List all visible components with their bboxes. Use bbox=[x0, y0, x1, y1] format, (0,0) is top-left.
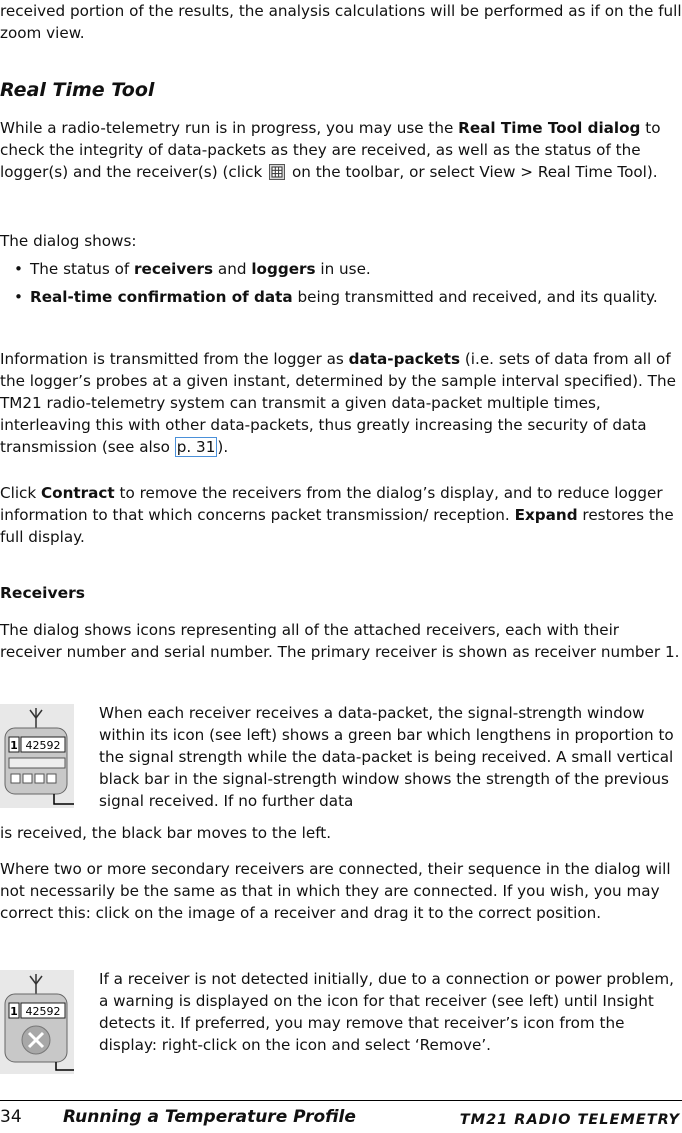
page-number: 34 bbox=[0, 1107, 22, 1127]
receiver-signal-icon bbox=[0, 700, 76, 810]
receiver-number-label: 1 bbox=[10, 739, 18, 752]
product-name: TM21 RADIO TELEMETRY bbox=[459, 1112, 680, 1128]
real-time-tool-icon bbox=[269, 164, 285, 180]
realtime-paragraph-1: While a radio-telemetry run is in progress, you may use the Real Time Tool dialog to check the integrity of data-packets as they are received, as well as the status of the logger(s) and the receiver(s) (click on the toolbar, or select View > Real Time Tool). bbox=[0, 119, 661, 181]
receivers-paragraph-1: The dialog shows icons representing all of the attached receivers, each with their receiver number and serial number. The primary receiver is shown as receiver number 1. bbox=[0, 621, 680, 661]
bullet-icon: • bbox=[14, 260, 23, 278]
realtime-bullet-list bbox=[12, 258, 680, 308]
chapter-title: Running a Temperature Profile bbox=[63, 1107, 356, 1127]
footer-rule bbox=[0, 1100, 682, 1101]
receivers-paragraph-2: When each receiver receives a data-packet, the signal-strength window within its icon (see left) shows a green bar which lengthens in proportion to the signal strength while the data-packet is being received. A small vertical black bar in the signal-strength window shows the strength of the previous signal received. If no further data bbox=[99, 704, 674, 810]
heading-receivers: Receivers bbox=[0, 584, 85, 602]
realtime-paragraph-4: Click Contract to remove the receivers from the dialog’s display, and to reduce logger information to that which concerns packet transmission/ reception. Expand restores the full display. bbox=[0, 484, 674, 546]
receivers-paragraph-4: If a receiver is not detected initially, due to a connection or power problem, a warning is displayed on the icon for that receiver (see left) until Insight detects it. If preferred, you may remove that receiver’s icon from the display: right-click on the icon and select ‘Remove’. bbox=[99, 970, 675, 1054]
receivers-paragraph-3: Where two or more secondary receivers are connected, their sequence in the dialog will not necessarily be the same as that in which they are connected. If you wish, you may correct this: click on the image of a receiver and drag it to the correct position. bbox=[0, 860, 671, 922]
list-item: • Real-time confirmation of data being transmitted and received, and its quality. bbox=[14, 288, 658, 306]
receiver-serial-label: 42592 bbox=[25, 739, 61, 752]
list-item: • The status of receivers and loggers in use. bbox=[14, 260, 371, 278]
receivers-paragraph-2-end: is received, the black bar moves to the left. bbox=[0, 824, 332, 842]
intro-paragraph: received portion of the results, the analysis calculations will be performed as if on the full zoom view. bbox=[0, 2, 682, 42]
realtime-paragraph-3: Information is transmitted from the logger as data-packets (i.e. sets of data from all of the logger’s probes at a given instant, determined by the sample interval specified). The TM21 radio-telemetry system can transmit a given data-packet multiple times, interleaving this with other data-packets, thus greatly increasing the security of data transmission (see also p. 31 ). bbox=[0, 350, 676, 456]
receiver-warning-icon bbox=[0, 966, 76, 1076]
page-31-link[interactable]: p. 31 bbox=[176, 438, 216, 456]
heading-real-time-tool: Real Time Tool bbox=[0, 79, 155, 101]
receiver-number-label: 1 bbox=[10, 1005, 18, 1018]
realtime-paragraph-2: The dialog shows: bbox=[0, 232, 137, 250]
receiver-serial-label: 42592 bbox=[25, 1005, 61, 1018]
bullet-icon: • bbox=[14, 288, 23, 306]
